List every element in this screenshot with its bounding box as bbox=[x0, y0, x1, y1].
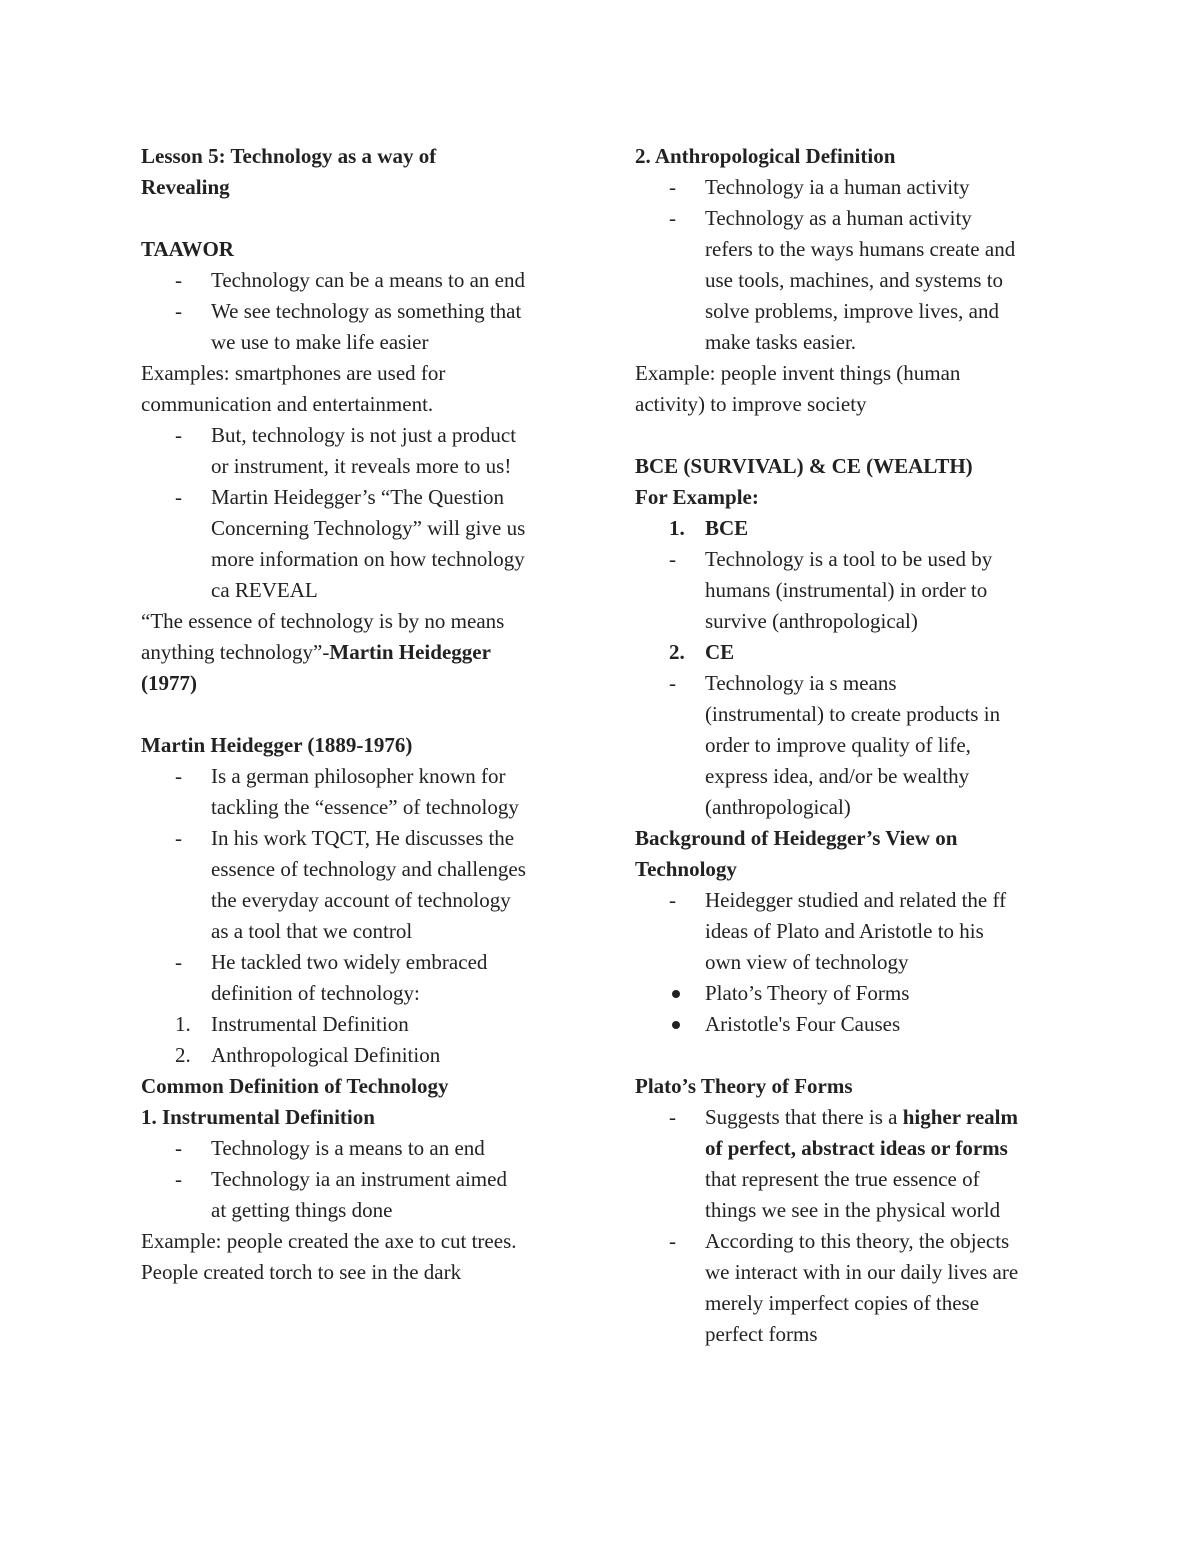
anthro-bullet-2-cont: refers to the ways humans create and bbox=[705, 237, 1016, 261]
dash-marker: - bbox=[175, 1136, 182, 1160]
taawor-bullet-3 bbox=[141, 420, 581, 451]
dash-marker: - bbox=[175, 268, 182, 292]
left-column bbox=[141, 141, 581, 1288]
plato-bullet-1 bbox=[635, 1102, 1075, 1133]
ce-bullet bbox=[635, 668, 1075, 699]
number-marker: 1. bbox=[669, 516, 685, 540]
dash-marker: - bbox=[669, 175, 676, 199]
dot-item-aristotle bbox=[635, 1009, 1075, 1040]
bullet-text: Technology as a human activity bbox=[705, 206, 972, 230]
plato-heading: Plato’s Theory of Forms bbox=[635, 1074, 853, 1098]
number-marker: 2. bbox=[175, 1043, 191, 1067]
anthro-bullet-1 bbox=[635, 172, 1075, 203]
right-column bbox=[635, 141, 1075, 1350]
bullet-dot-icon bbox=[672, 990, 680, 998]
bullet-text: Technology is a means to an end bbox=[211, 1136, 485, 1160]
item-label: CE bbox=[705, 640, 735, 664]
numbered-item-1 bbox=[141, 1009, 581, 1040]
bullet-text: Martin Heidegger’s “The Question bbox=[211, 485, 504, 509]
dot-item-plato bbox=[635, 978, 1075, 1009]
bullet-text: Technology ia a human activity bbox=[705, 175, 970, 199]
bullet-text: Technology ia s means bbox=[705, 671, 897, 695]
dot-item-text: Aristotle's Four Causes bbox=[705, 1012, 901, 1036]
lesson-title-line-2: Revealing bbox=[141, 175, 230, 199]
examples-line-1: Examples: smartphones are used for bbox=[141, 361, 446, 385]
dash-marker: - bbox=[175, 764, 182, 788]
bullet-text: We see technology as something that bbox=[211, 299, 522, 323]
background-bullet-cont: own view of technology bbox=[705, 950, 909, 974]
taawor-bullet-4-cont: Concerning Technology” will give us bbox=[211, 516, 526, 540]
dash-marker: - bbox=[175, 950, 182, 974]
taawor-heading: TAAWOR bbox=[141, 237, 234, 261]
anthro-bullet-2-cont: solve problems, improve lives, and bbox=[705, 299, 999, 323]
instrumental-bullet-2-cont: at getting things done bbox=[211, 1198, 393, 1222]
dash-marker: - bbox=[175, 485, 182, 509]
dot-item-text: Plato’s Theory of Forms bbox=[705, 981, 910, 1005]
dash-marker: - bbox=[669, 671, 676, 695]
examples-line-2: communication and entertainment. bbox=[141, 392, 434, 416]
quote-line-2 bbox=[141, 637, 581, 668]
dash-marker: - bbox=[175, 826, 182, 850]
ce-bullet-cont: order to improve quality of life, bbox=[705, 733, 971, 757]
for-example-heading: For Example: bbox=[635, 485, 759, 509]
item-text: Instrumental Definition bbox=[211, 1012, 409, 1036]
bullet-text: Is a german philosopher known for bbox=[211, 764, 506, 788]
heidegger-bullet-2-cont: as a tool that we control bbox=[211, 919, 413, 943]
background-heading-line-1: Background of Heidegger’s View on bbox=[635, 826, 958, 850]
bce-bullet bbox=[635, 544, 1075, 575]
ce-bullet-cont: (anthropological) bbox=[705, 795, 851, 819]
taawor-bullet-4-cont: more information on how technology bbox=[211, 547, 525, 571]
bullet-text: He tackled two widely embraced bbox=[211, 950, 488, 974]
heidegger-bullet-2 bbox=[141, 823, 581, 854]
plato-bullet-1-cont: of perfect, abstract ideas or forms bbox=[705, 1136, 1008, 1160]
bullet-text: Technology ia an instrument aimed bbox=[211, 1167, 507, 1191]
heidegger-bullet-1-cont: tackling the “essence” of technology bbox=[211, 795, 519, 819]
bullet-text: Heidegger studied and related the ff bbox=[705, 888, 1007, 912]
taawor-bullet-2 bbox=[141, 296, 581, 327]
anthro-bullet-2 bbox=[635, 203, 1075, 234]
heidegger-bullet-2-cont: the everyday account of technology bbox=[211, 888, 511, 912]
heidegger-heading: Martin Heidegger (1889-1976) bbox=[141, 733, 413, 757]
dash-marker: - bbox=[175, 299, 182, 323]
heidegger-bullet-3-cont: definition of technology: bbox=[211, 981, 420, 1005]
instrumental-bullet-2 bbox=[141, 1164, 581, 1195]
bce-bullet-cont: survive (anthropological) bbox=[705, 609, 918, 633]
bce-numbered-label bbox=[635, 513, 1075, 544]
taawor-bullet-1 bbox=[141, 265, 581, 296]
instrumental-example-1: Example: people created the axe to cut trees. bbox=[141, 1229, 517, 1253]
plato-bullet-2-cont: we interact with in our daily lives are bbox=[705, 1260, 1019, 1284]
plato-bullet-1-cont: things we see in the physical world bbox=[705, 1198, 1001, 1222]
dash-marker: - bbox=[175, 423, 182, 447]
heidegger-bullet-1 bbox=[141, 761, 581, 792]
bullet-text: According to this theory, the objects bbox=[705, 1229, 1010, 1253]
numbered-item-2 bbox=[141, 1040, 581, 1071]
item-text: Anthropological Definition bbox=[211, 1043, 441, 1067]
dash-marker: - bbox=[669, 1105, 676, 1129]
anthro-example-2: activity) to improve society bbox=[635, 392, 867, 416]
bullet-text: Suggests that there is a bbox=[705, 1105, 903, 1129]
blank-line bbox=[635, 420, 1075, 451]
plato-bullet-2-cont: perfect forms bbox=[705, 1322, 818, 1346]
heidegger-bullet-2-cont: essence of technology and challenges bbox=[211, 857, 526, 881]
bce-ce-heading: BCE (SURVIVAL) & CE (WEALTH) bbox=[635, 454, 973, 478]
dash-marker: - bbox=[669, 206, 676, 230]
taawor-bullet-4-cont: ca REVEAL bbox=[211, 578, 318, 602]
anthro-bullet-2-cont: make tasks easier. bbox=[705, 330, 857, 354]
instrumental-subheading: 1. Instrumental Definition bbox=[141, 1105, 375, 1129]
background-heading-line-2: Technology bbox=[635, 857, 737, 881]
plato-bullet-2-cont: merely imperfect copies of these bbox=[705, 1291, 980, 1315]
heidegger-bullet-3 bbox=[141, 947, 581, 978]
taawor-bullet-3-cont: or instrument, it reveals more to us! bbox=[211, 454, 512, 478]
taawor-bullet-4 bbox=[141, 482, 581, 513]
item-label: BCE bbox=[705, 516, 749, 540]
number-marker: 1. bbox=[175, 1012, 191, 1036]
bullet-text: In his work TQCT, He discusses the bbox=[211, 826, 515, 850]
bullet-text: Technology can be a means to an end bbox=[211, 268, 525, 292]
bullet-dot-icon bbox=[672, 1021, 680, 1029]
instrumental-bullet-1 bbox=[141, 1133, 581, 1164]
background-bullet-cont: ideas of Plato and Aristotle to his bbox=[705, 919, 984, 943]
bce-bullet-cont: humans (instrumental) in order to bbox=[705, 578, 988, 602]
quote-year: (1977) bbox=[141, 671, 197, 695]
taawor-bullet-2-cont: we use to make life easier bbox=[211, 330, 429, 354]
ce-numbered-label bbox=[635, 637, 1075, 668]
instrumental-example-2: People created torch to see in the dark bbox=[141, 1260, 462, 1284]
blank-line bbox=[635, 1040, 1075, 1071]
ce-bullet-cont: express idea, and/or be wealthy bbox=[705, 764, 970, 788]
background-bullet bbox=[635, 885, 1075, 916]
common-definition-heading: Common Definition of Technology bbox=[141, 1074, 449, 1098]
lesson-title-line-1: Lesson 5: Technology as a way of bbox=[141, 144, 437, 168]
quote-text: anything technology”- bbox=[141, 640, 330, 664]
anthropological-heading: 2. Anthropological Definition bbox=[635, 144, 896, 168]
dash-marker: - bbox=[669, 1229, 676, 1253]
dash-marker: - bbox=[669, 888, 676, 912]
anthro-bullet-2-cont: use tools, machines, and systems to bbox=[705, 268, 1004, 292]
bullet-bold-text: higher realm bbox=[902, 1105, 1019, 1129]
dash-marker: - bbox=[669, 547, 676, 571]
plato-bullet-1-cont: that represent the true essence of bbox=[705, 1167, 980, 1191]
bullet-text: But, technology is not just a product bbox=[211, 423, 517, 447]
anthro-example-1: Example: people invent things (human bbox=[635, 361, 961, 385]
dash-marker: - bbox=[175, 1167, 182, 1191]
plato-bullet-2 bbox=[635, 1226, 1075, 1257]
quote-line-1: “The essence of technology is by no means bbox=[141, 609, 505, 633]
blank-line bbox=[141, 699, 581, 730]
blank-line bbox=[141, 203, 581, 234]
bullet-text: Technology is a tool to be used by bbox=[705, 547, 993, 571]
number-marker: 2. bbox=[669, 640, 685, 664]
quote-author: Martin Heidegger bbox=[329, 640, 491, 664]
ce-bullet-cont: (instrumental) to create products in bbox=[705, 702, 1001, 726]
